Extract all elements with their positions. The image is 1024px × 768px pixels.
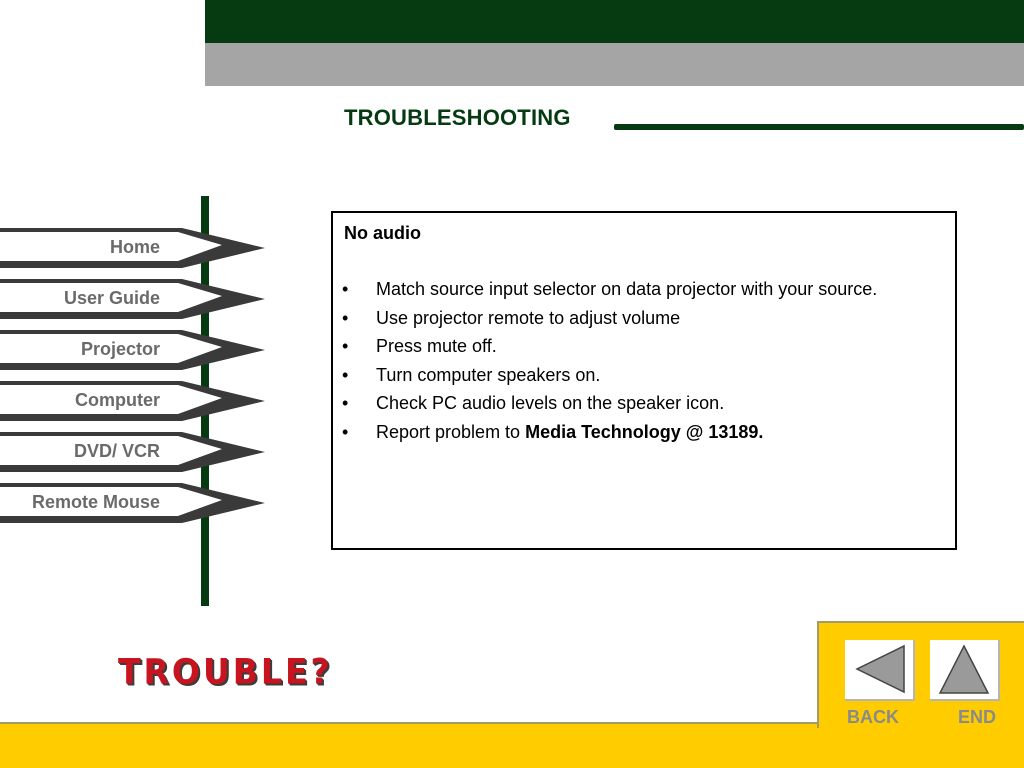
end-button[interactable] — [930, 640, 1000, 701]
nav-label-remote-mouse: Remote Mouse — [31, 492, 160, 512]
list-item: • Turn computer speakers on. — [342, 365, 877, 394]
bullet-list — [342, 279, 877, 451]
nav-item-dvd-vcr[interactable] — [0, 432, 265, 472]
left-triangle-icon — [845, 640, 913, 699]
nav-item-home[interactable] — [0, 228, 265, 268]
content-heading: No audio — [344, 223, 421, 243]
list-item: • Press mute off. — [342, 336, 877, 365]
up-triangle-icon — [930, 640, 998, 699]
end-label[interactable]: END — [958, 707, 997, 727]
back-button[interactable] — [845, 640, 915, 701]
nav-label-computer: Computer — [75, 390, 160, 410]
nav-label-user-guide: User Guide — [63, 288, 160, 308]
back-label[interactable]: BACK — [847, 707, 899, 727]
title-underline — [614, 124, 1024, 130]
list-item-report — [342, 422, 877, 451]
header-green-band — [205, 0, 1024, 43]
list-item: • Use projector remote to adjust volume — [342, 308, 877, 337]
report-text: Report problem to — [376, 421, 526, 442]
nav-label-projector: Projector — [80, 339, 160, 359]
header-gray-band — [205, 43, 1024, 86]
list-item: • Match source input selector on data projector with your source. — [342, 279, 877, 308]
nav-label-dvd-vcr: DVD/ VCR — [73, 441, 160, 461]
nav-item-computer[interactable] — [0, 381, 265, 421]
page-title: TROUBLESHOOTING — [344, 105, 571, 130]
nav-item-remote-mouse[interactable] — [0, 483, 265, 523]
trouble-logo: TROUBLE? — [118, 651, 333, 692]
list-item: • Check PC audio levels on the speaker icon. — [342, 393, 877, 422]
nav-item-user-guide[interactable] — [0, 279, 265, 319]
content-panel — [331, 211, 957, 550]
report-contact: Media Technology @ 13189. — [525, 421, 764, 442]
footer-bar — [0, 724, 1024, 768]
nav-label-home: Home — [109, 237, 160, 257]
nav-item-projector[interactable] — [0, 330, 265, 370]
